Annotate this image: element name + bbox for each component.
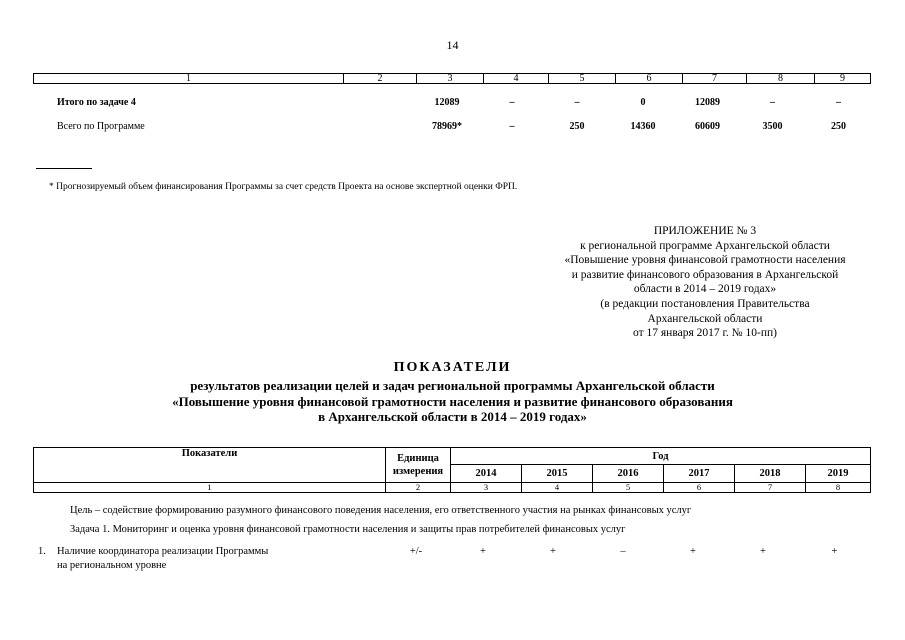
cell: 12089 bbox=[695, 97, 720, 108]
index-cell: 2 bbox=[386, 483, 451, 493]
col-header: 8 bbox=[747, 74, 815, 84]
appendix-line: ПРИЛОЖЕНИЕ № 3 bbox=[653, 225, 757, 237]
cell: 12089 bbox=[434, 97, 460, 108]
col-header: 4 bbox=[484, 74, 549, 84]
index-cell: 1 bbox=[34, 483, 386, 493]
index-cell: 4 bbox=[522, 483, 593, 493]
task-text: Задача 1. Мониторинг и оценка уровня финансовой грамотности населения и защиты прав потребителей финансовых услуг bbox=[70, 524, 626, 535]
subtitle-line: «Повышение уровня финансовой грамотности населения и развитие финансового образования bbox=[172, 393, 733, 409]
cell: – bbox=[574, 97, 580, 108]
value-cell: + bbox=[480, 546, 486, 557]
row-number: 1. bbox=[38, 546, 46, 557]
year-header: 2019 bbox=[806, 465, 871, 483]
indicators-table bbox=[33, 447, 871, 493]
page-subtitle bbox=[0, 378, 905, 425]
cell: 78969* bbox=[432, 121, 462, 132]
cell: – bbox=[836, 97, 841, 108]
appendix-block bbox=[540, 224, 870, 341]
header-unit-line: измерения bbox=[392, 466, 444, 477]
cell: 250 bbox=[831, 121, 846, 132]
appendix-line: от 17 января 2017 г. № 10-пп) bbox=[633, 327, 777, 340]
cell: – bbox=[509, 97, 515, 108]
index-cell: 6 bbox=[664, 483, 735, 493]
page-title: ПОКАЗАТЕЛИ bbox=[393, 360, 512, 375]
subtitle-line: в Архангельской области в 2014 – 2019 годах» bbox=[318, 409, 587, 424]
index-cell: 8 bbox=[806, 483, 871, 493]
cell: – bbox=[770, 97, 775, 108]
cell: 3500 bbox=[762, 121, 783, 132]
col-header: 9 bbox=[815, 74, 871, 84]
appendix-line: и развитие финансового образования в Архангельской bbox=[571, 268, 839, 281]
value-cell: – bbox=[620, 546, 626, 557]
year-header: 2015 bbox=[522, 465, 593, 483]
year-header: 2018 bbox=[735, 465, 806, 483]
indicator-text-line: Наличие координатора реализации Программы bbox=[57, 546, 269, 557]
index-cell: 5 bbox=[593, 483, 664, 493]
year-header: 2017 bbox=[664, 465, 735, 483]
goal-text: Цель – содействие формированию разумного финансового поведения населения, его ответственного участия на рынках финансовых услуг bbox=[70, 505, 692, 516]
appendix-line: (в редакции постановления Правительства bbox=[600, 297, 810, 310]
header-year: Год bbox=[451, 448, 871, 465]
header-unit-line: Единица bbox=[397, 453, 439, 464]
index-cell: 7 bbox=[735, 483, 806, 493]
value-cell: + bbox=[760, 546, 766, 557]
appendix-line: области в 2014 – 2019 годах» bbox=[633, 283, 777, 296]
year-header: 2014 bbox=[451, 465, 522, 483]
row-label: Всего по Программе bbox=[57, 121, 145, 132]
cell: 60609 bbox=[695, 121, 720, 132]
indicator-text-line: на региональном уровне bbox=[57, 560, 167, 571]
unit-cell: +/- bbox=[409, 546, 423, 557]
col-header: 1 bbox=[34, 74, 344, 84]
cell: – bbox=[509, 121, 515, 132]
footnote-divider bbox=[36, 168, 92, 169]
cell: 250 bbox=[569, 121, 585, 132]
appendix-line: Архангельской области bbox=[647, 312, 763, 325]
col-header: 6 bbox=[616, 74, 683, 84]
header-unit bbox=[386, 448, 451, 483]
page-number: 14 bbox=[446, 38, 459, 52]
appendix-line: к региональной программе Архангельской области bbox=[580, 239, 830, 252]
footnote: * Прогнозируемый объем финансирования Программы за счет средств Проекта на основе экспертной оценки ФРП. bbox=[49, 182, 518, 192]
cell: 14360 bbox=[630, 121, 656, 132]
col-header: 2 bbox=[344, 74, 417, 84]
row-label: Итого по задаче 4 bbox=[57, 97, 136, 108]
index-cell: 3 bbox=[451, 483, 522, 493]
cell: 0 bbox=[640, 97, 646, 108]
col-header: 7 bbox=[683, 74, 747, 84]
value-cell: + bbox=[550, 546, 556, 557]
header-indicators: Показатели bbox=[34, 448, 386, 483]
budget-table-header bbox=[33, 73, 871, 84]
col-header: 5 bbox=[549, 74, 616, 84]
col-header: 3 bbox=[417, 74, 484, 84]
appendix-line: «Повышение уровня финансовой грамотности населения bbox=[564, 254, 846, 267]
year-header: 2016 bbox=[593, 465, 664, 483]
subtitle-line: результатов реализации целей и задач региональной программы Архангельской области bbox=[190, 378, 715, 393]
value-cell: + bbox=[690, 546, 696, 557]
value-cell: + bbox=[831, 546, 838, 557]
